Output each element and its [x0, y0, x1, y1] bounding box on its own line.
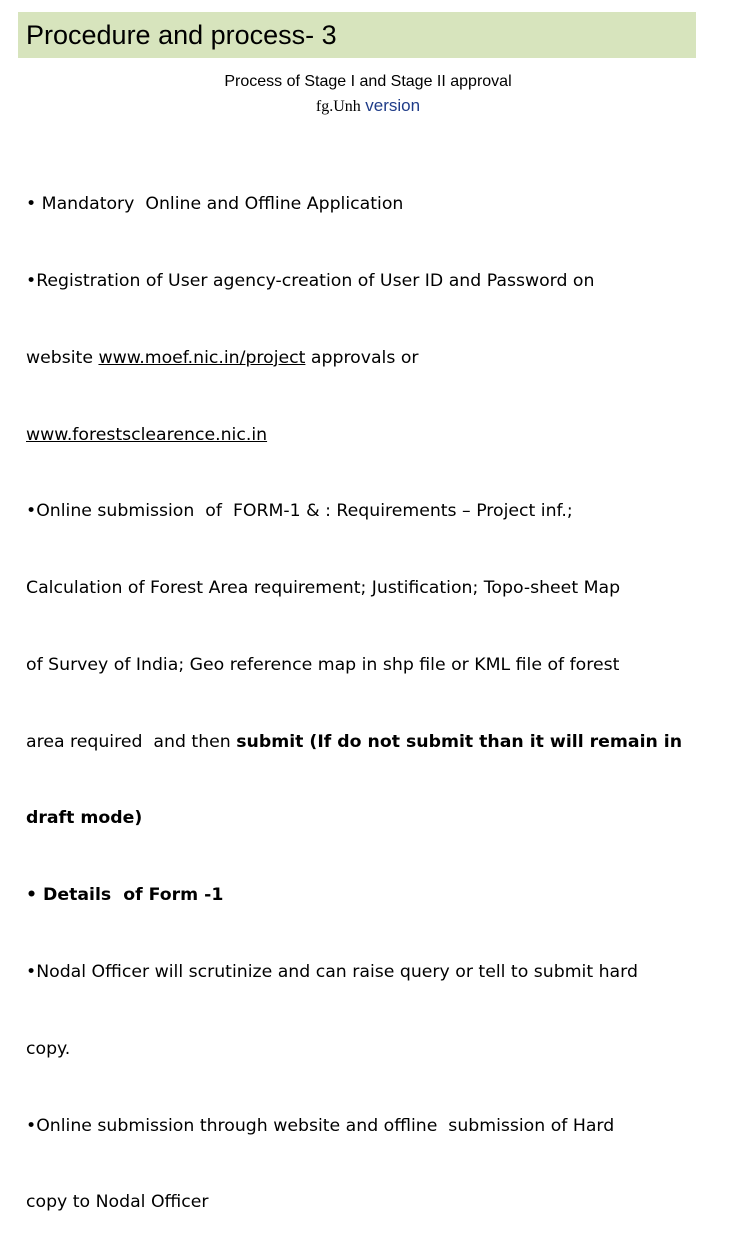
bullet-line: •Online submission through website and offline submission of Hard [26, 1115, 615, 1136]
text-segment: area required and then [26, 731, 237, 752]
title-bar [18, 12, 696, 58]
body-line: copy. [26, 1038, 71, 1059]
text-segment: approvals or [305, 347, 419, 368]
bold-text: submit (If do not submit than it will remain in [236, 731, 683, 752]
bullet-line: •Online submission of FORM-1 & : Requirements – Project inf.; [26, 501, 573, 522]
body-line: of Survey of India; Geo reference map in shp file or KML file of forest [26, 654, 620, 675]
bullet-line: •Nodal Officer will scrutinize and can raise query or tell to submit hard [26, 962, 638, 982]
page-title: Procedure and process- 3 [26, 19, 337, 50]
bold-text: draft mode) [26, 808, 143, 829]
content-body [26, 141, 726, 1242]
moef-link[interactable]: www.moef.nic.in/project [98, 347, 306, 368]
body-line: copy to Nodal Officer [26, 1192, 209, 1213]
body-line [26, 883, 726, 909]
text-segment: website [26, 347, 99, 368]
bullet-line: • Mandatory Online and Offline Application [26, 194, 404, 215]
body-line [26, 423, 726, 449]
body-line [26, 806, 726, 832]
subtitle: Process of Stage I and Stage II approval [224, 73, 512, 90]
bullet-line: •Registration of User agency-creation of User ID and Password on [26, 270, 595, 291]
body-line: Calculation of Forest Area requirement; Justification; Topo-sheet Map [26, 578, 621, 599]
hindi-text: fg.Unh [315, 98, 361, 115]
forest-clearance-link[interactable]: www.forestsclearence.nic.in [26, 424, 268, 445]
subtitle-version-line [0, 96, 736, 116]
body-line [26, 730, 726, 756]
body-line [26, 346, 726, 372]
bold-text: • Details of Form -1 [26, 885, 224, 906]
version-text: version [365, 96, 421, 115]
